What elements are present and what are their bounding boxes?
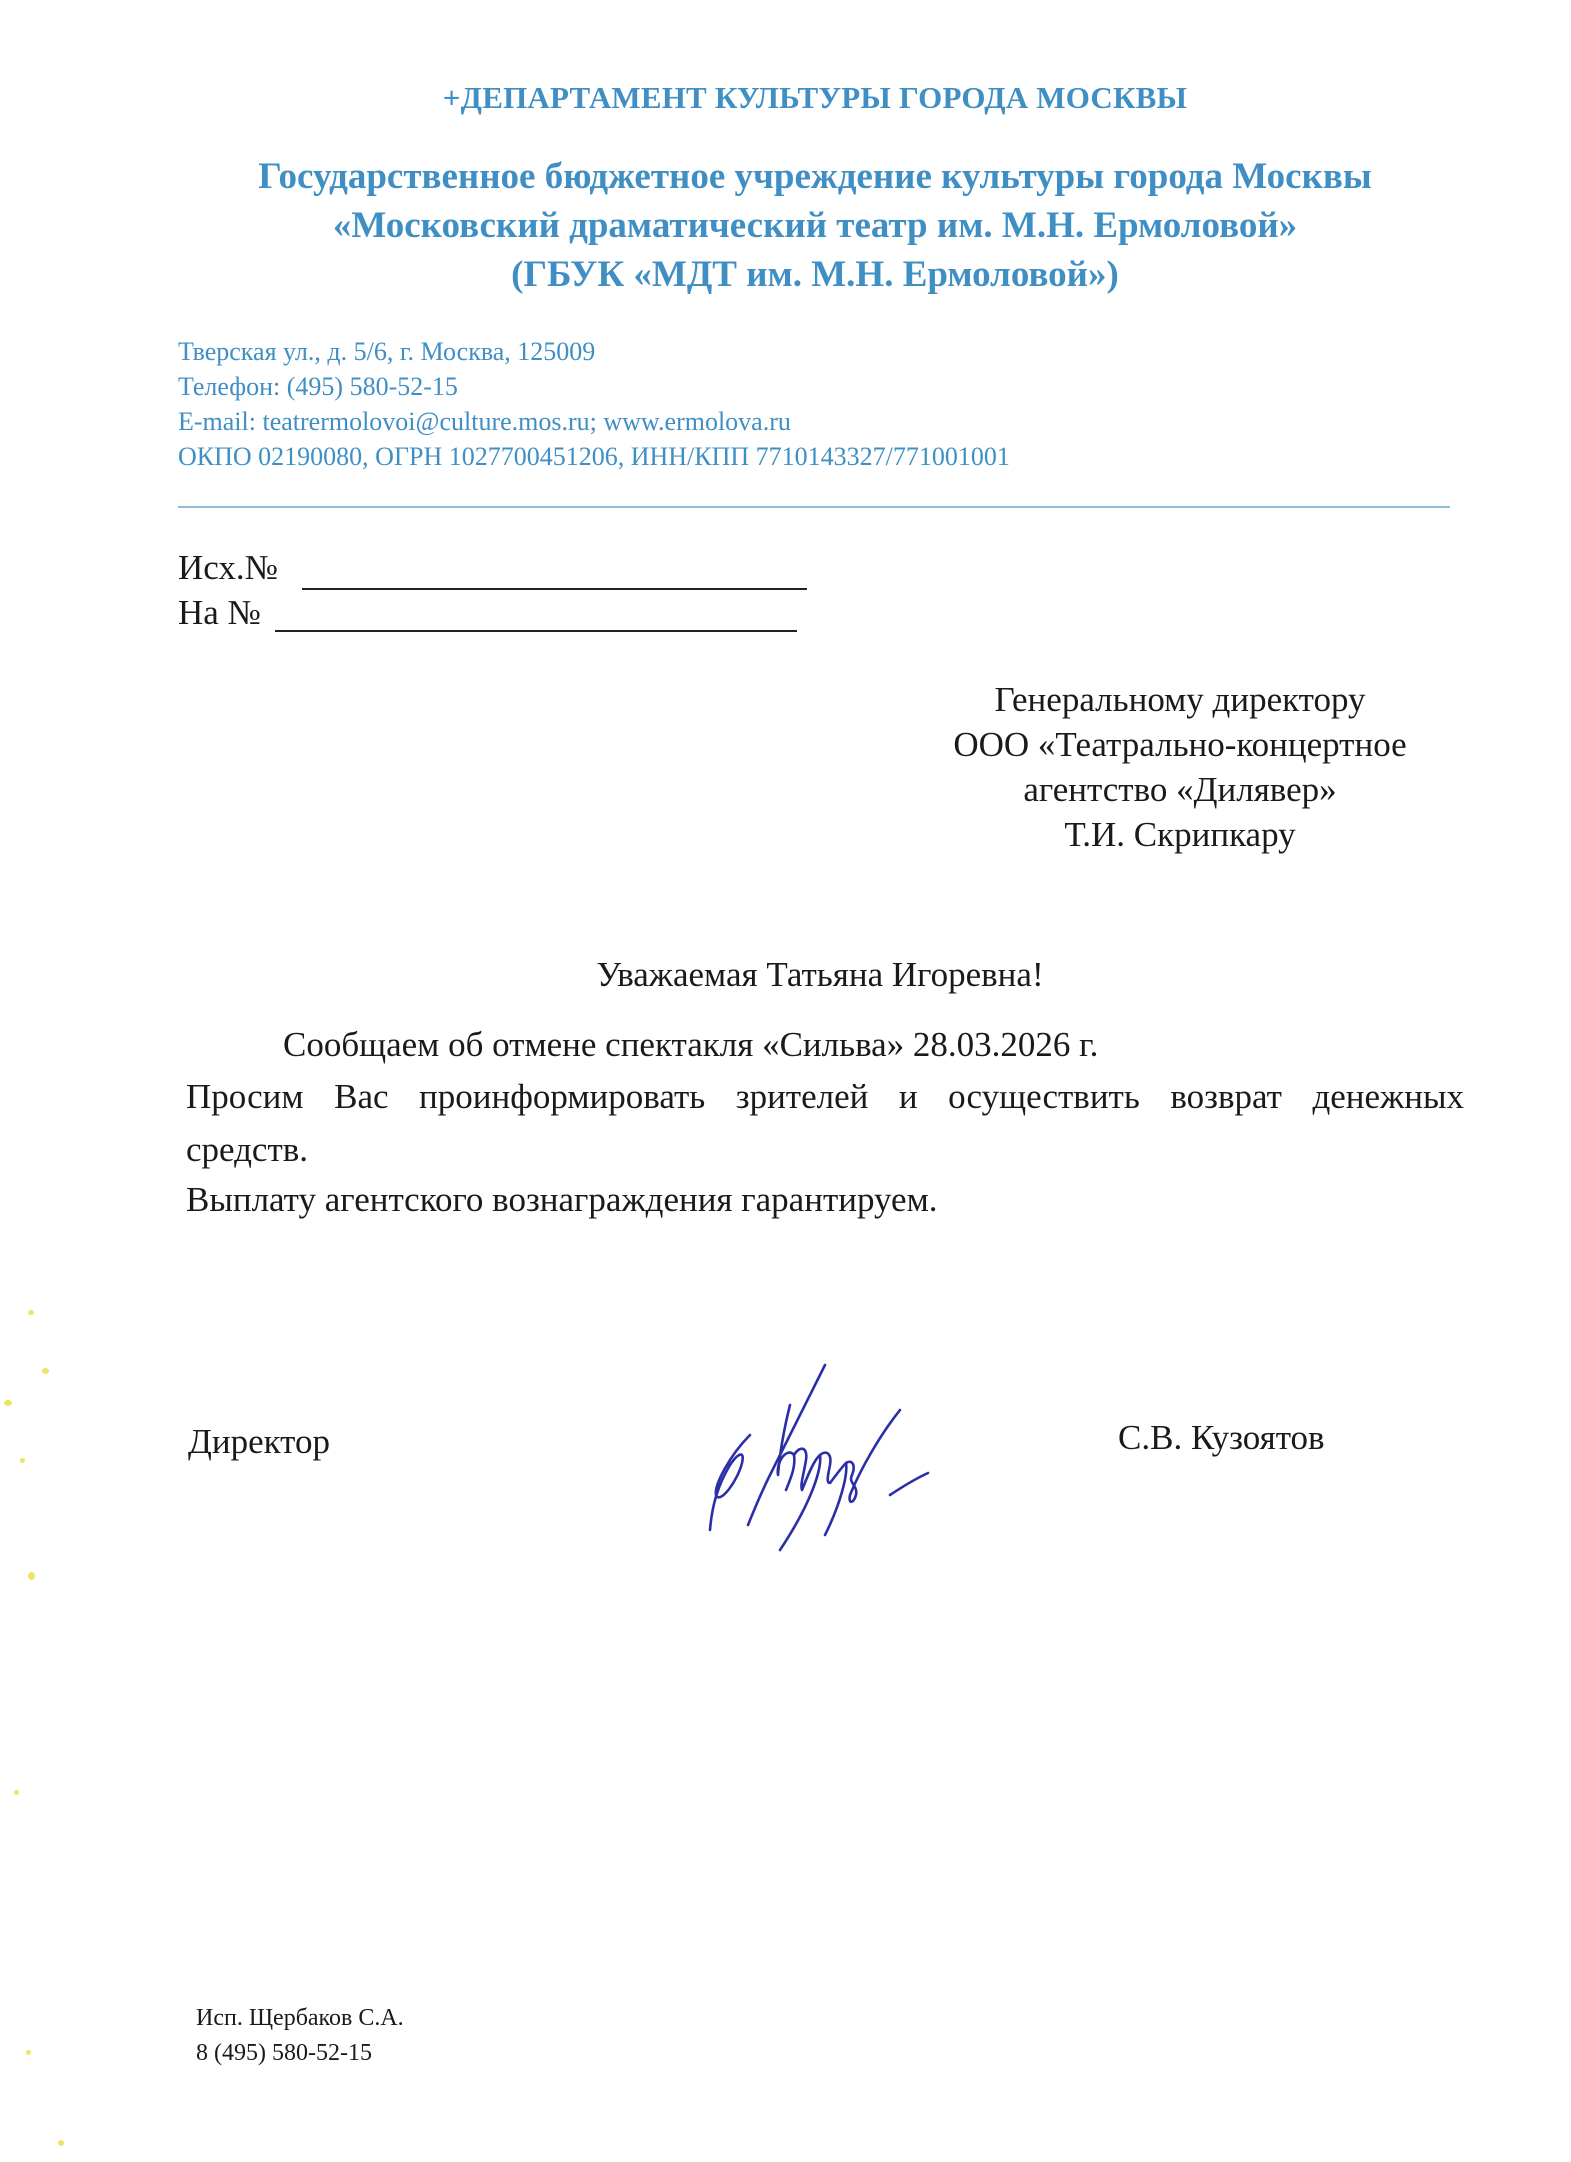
- handwritten-signature: [690, 1355, 940, 1555]
- letterhead-divider: [178, 506, 1450, 508]
- scan-speck: [28, 1572, 35, 1580]
- org-name-line3: (ГБУК «МДТ им. М.Н. Ермоловой»): [511, 254, 1119, 295]
- scan-speck: [4, 1400, 12, 1406]
- addressee-company-line1: ООО «Театрально-концертное: [953, 725, 1407, 764]
- org-email-website: E-mail: teatrermolovoi@culture.mos.ru; www.ermolova.ru: [178, 407, 791, 436]
- outgoing-number-label: Исх.№: [178, 548, 278, 587]
- executor-phone: 8 (495) 580-52-15: [196, 2040, 372, 2066]
- incoming-number-label: На №: [178, 593, 261, 632]
- outgoing-number-blank: [302, 588, 807, 590]
- incoming-number-blank: [275, 630, 797, 632]
- org-registry-codes: ОКПО 02190080, ОГРН 1027700451206, ИНН/КПП 7710143327/771001001: [178, 442, 1010, 471]
- paragraph-cancellation: Сообщаем об отмене спектакля «Сильва» 28.03.2026 г.: [283, 1025, 1099, 1064]
- org-phone: Телефон: (495) 580-52-15: [178, 372, 458, 401]
- signatory-position: Директор: [188, 1422, 331, 1461]
- scan-speck: [42, 1368, 49, 1374]
- paragraph-guarantee: Выплату агентского вознаграждения гарантируем.: [186, 1180, 938, 1219]
- addressee-company-line2: агентство «Дилявер»: [1023, 770, 1337, 809]
- paragraph-refund-continued: средств.: [186, 1130, 309, 1169]
- scan-speck: [14, 1790, 19, 1795]
- signatory-name: С.В. Кузоятов: [1118, 1418, 1325, 1457]
- org-address: Тверская ул., д. 5/6, г. Москва, 125009: [178, 337, 596, 366]
- greeting: Уважаемая Татьяна Игоревна!: [596, 955, 1044, 994]
- addressee-position: Генеральному директору: [994, 680, 1366, 719]
- scan-speck: [58, 2140, 64, 2146]
- addressee-name: Т.И. Скрипкару: [1064, 815, 1296, 854]
- executor-name: Исп. Щербаков С.А.: [196, 2005, 404, 2031]
- department-title: +ДЕПАРТАМЕНТ КУЛЬТУРЫ ГОРОДА МОСКВЫ: [442, 80, 1188, 115]
- scan-speck: [20, 1458, 25, 1463]
- org-name-line1: Государственное бюджетное учреждение культуры города Москвы: [258, 156, 1372, 197]
- scan-speck: [26, 2050, 31, 2055]
- paragraph-refund: Просим Вас проинформировать зрителей и осуществить возврат денежных: [186, 1077, 1464, 1116]
- scan-speck: [28, 1310, 34, 1315]
- org-name-line2: «Московский драматический театр им. М.Н. Ермоловой»: [332, 205, 1298, 246]
